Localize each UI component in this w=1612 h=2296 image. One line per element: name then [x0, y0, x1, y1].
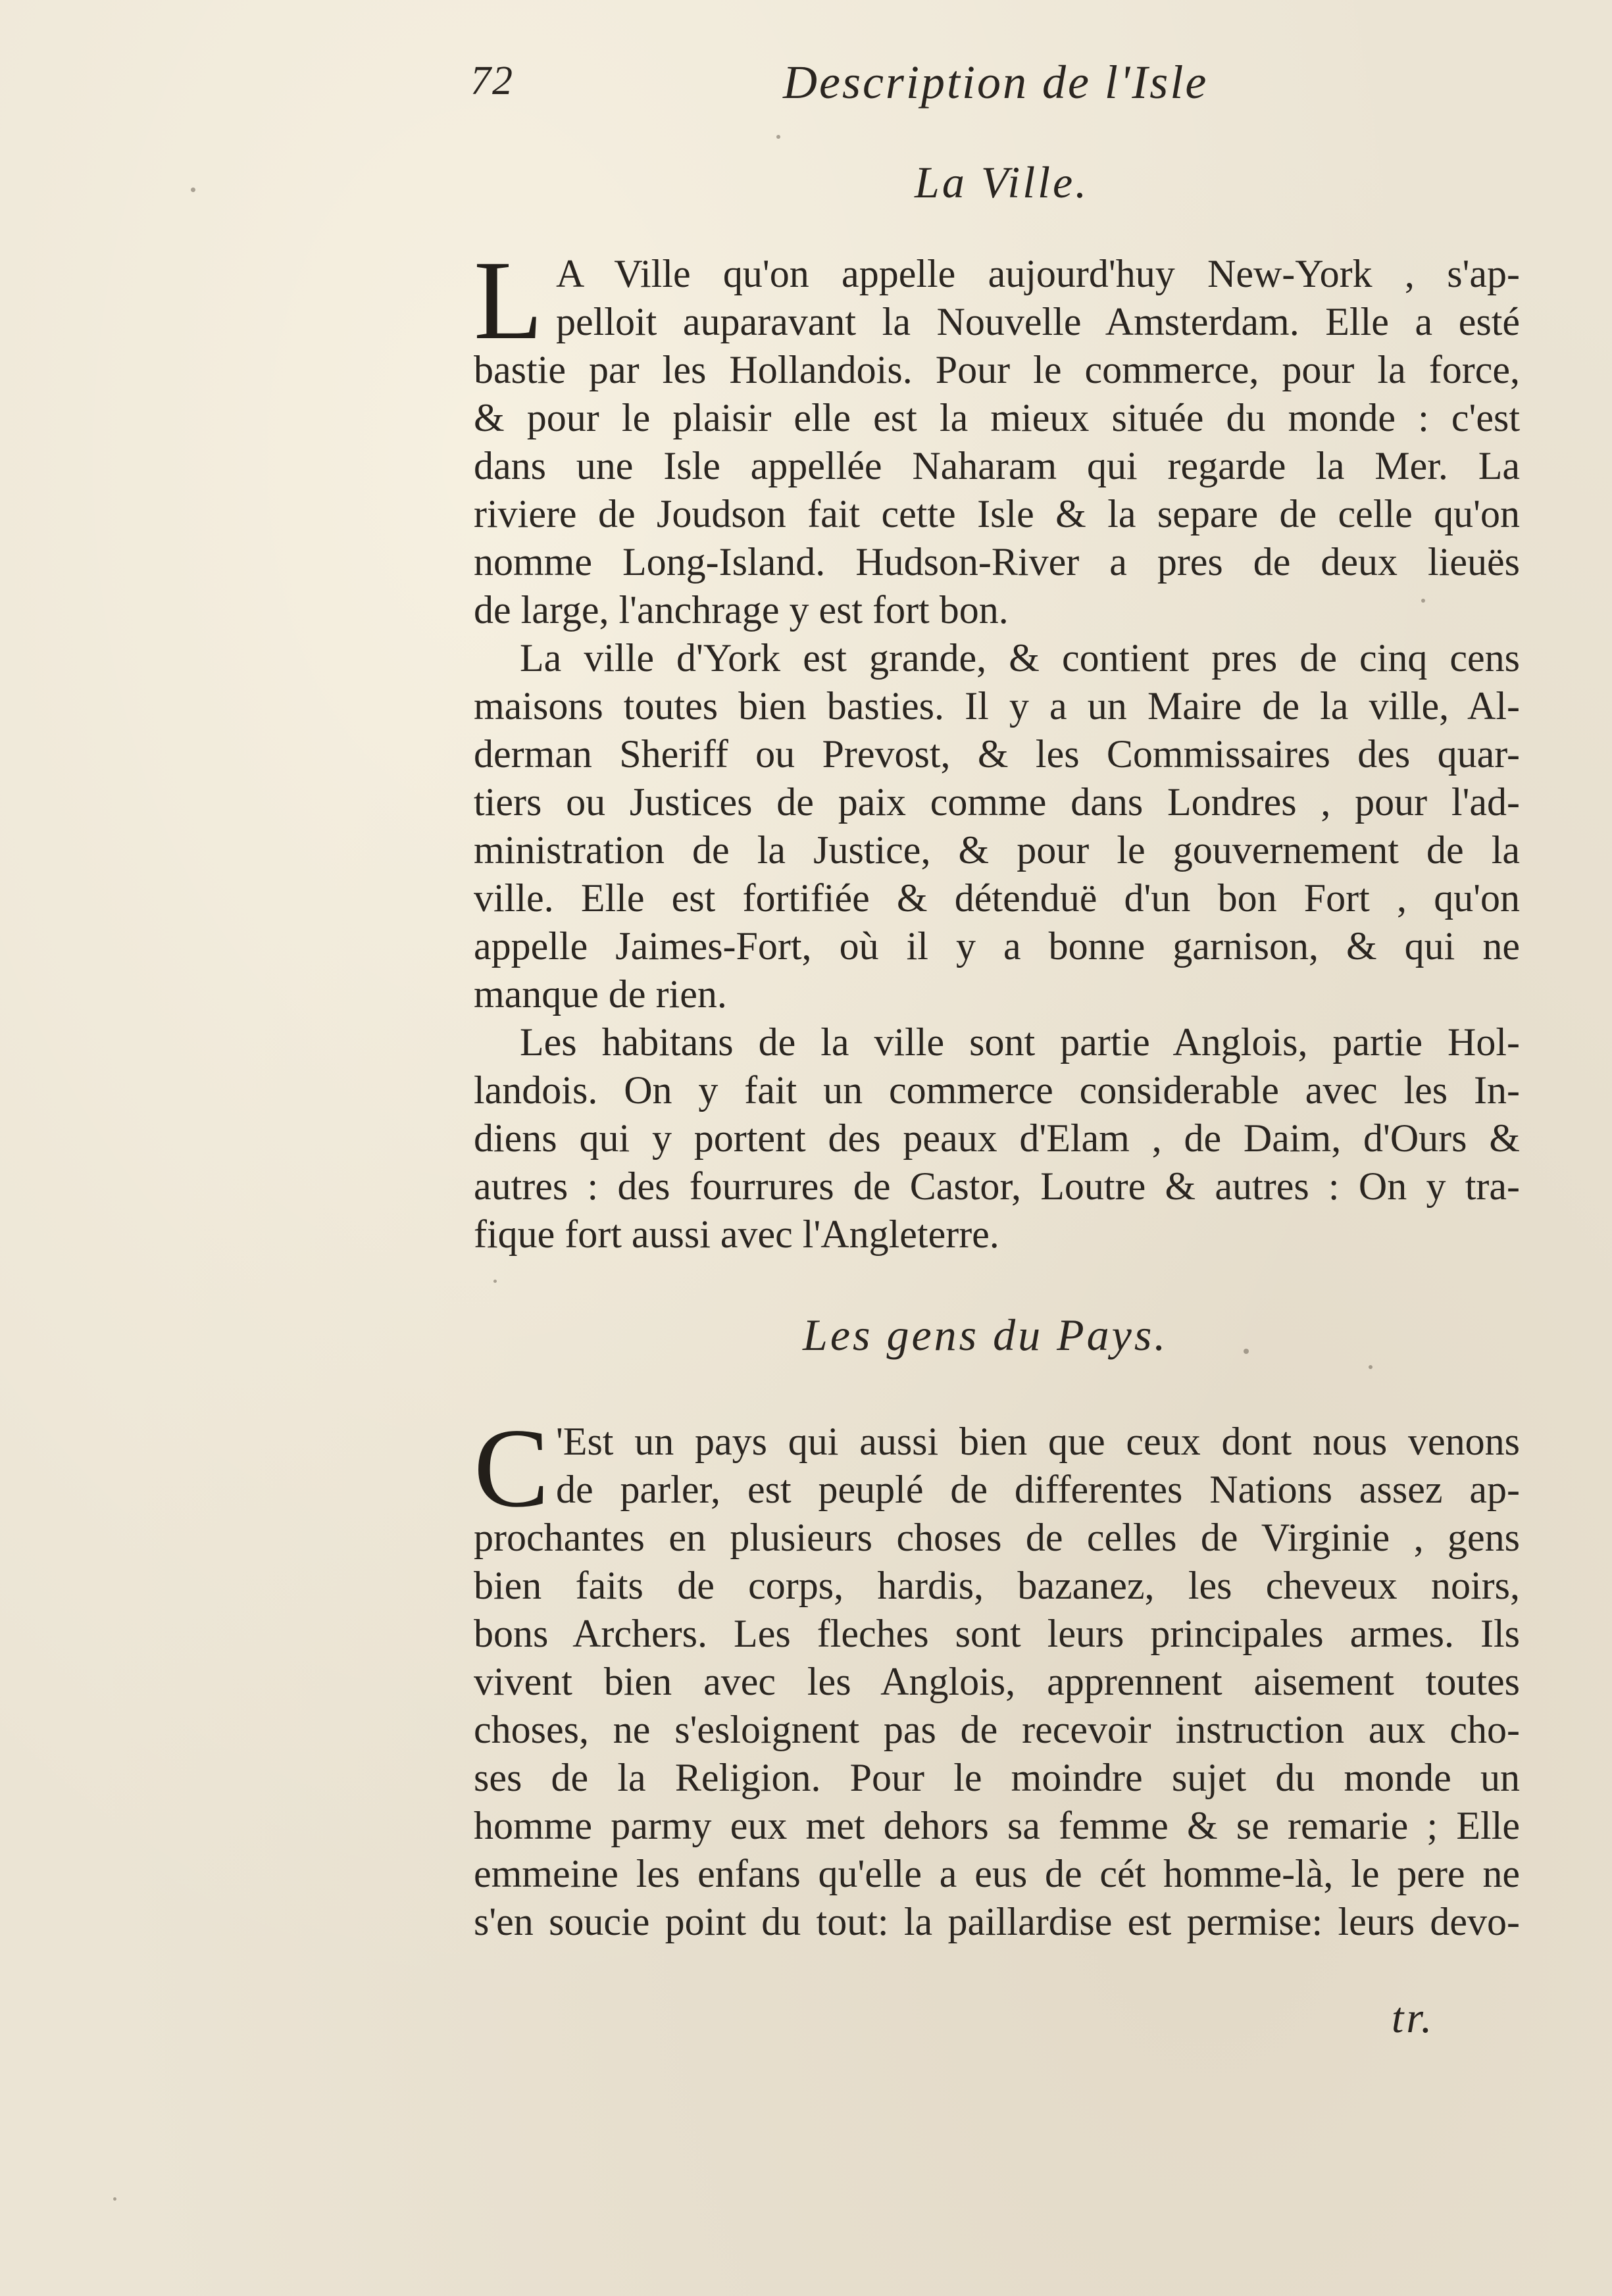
section-title-la-ville: La Ville.	[915, 157, 1090, 207]
paper-speck	[1421, 599, 1425, 603]
text-line: ses de la Religion. Pour le moindre sujet du monde un	[474, 1756, 1520, 1799]
text-line: La ville d'York est grande, & contient pres de cinq cens	[520, 636, 1520, 680]
page-number: 72	[470, 59, 514, 103]
text-line: & pour le plaisir elle est la mieux située du monde : c'est	[474, 396, 1520, 439]
paper-speck	[1244, 1349, 1249, 1354]
text-line: nomme Long-Island. Hudson-River a pres de deux lieuës	[474, 540, 1520, 584]
text-line: diens qui y portent des peaux d'Elam , de Daim, d'Ours &	[474, 1116, 1520, 1160]
text-line: bons Archers. Les fleches sont leurs principales armes. Ils	[474, 1612, 1520, 1655]
text-line: de parler, est peuplé de differentes Nations assez ap-	[556, 1468, 1520, 1511]
section-la-ville-text	[474, 238, 1520, 1259]
drop-cap-c: C	[474, 1406, 549, 1531]
running-title: Description de l'Isle	[783, 56, 1209, 109]
page-header	[470, 58, 1227, 117]
catchword: tr.	[1392, 1994, 1435, 2042]
paper-speck	[191, 187, 195, 192]
drop-cap-l: L	[474, 238, 543, 363]
text-line: ville. Elle est fortifiée & détenduë d'un bon Fort , qu'on	[474, 876, 1520, 920]
text-line: ministration de la Justice, & pour le gouvernement de la	[474, 828, 1520, 872]
paper-speck	[1369, 1365, 1373, 1369]
text-line: emmeine les enfans qu'elle a eus de cét homme-là, le pere ne	[474, 1852, 1520, 1895]
text-line: bien faits de corps, hardis, bazanez, les cheveux noirs,	[474, 1564, 1520, 1607]
text-line: manque de rien.	[474, 972, 727, 1016]
text-line: prochantes en plusieurs choses de celles de Virginie , gens	[474, 1516, 1520, 1559]
paper-speck	[776, 135, 780, 139]
text-line: landois. On y fait un commerce considerable avec les In-	[474, 1068, 1520, 1112]
text-line: homme parmy eux met dehors sa femme & se remarie ; Elle	[474, 1804, 1520, 1847]
text-line: fique fort aussi avec l'Angleterre.	[474, 1212, 999, 1256]
paper-speck	[493, 1280, 497, 1283]
paper-speck	[113, 2197, 116, 2201]
text-line: bastie par les Hollandois. Pour le commerce, pour la force,	[474, 348, 1520, 391]
text-line: A Ville qu'on appelle aujourd'huy New-York , s'ap-	[556, 252, 1520, 295]
text-line: de large, l'anchrage y est fort bon.	[474, 588, 1009, 632]
text-line: derman Sheriff ou Prevost, & les Commissaires des quar-	[474, 732, 1520, 776]
section-les-gens-text	[474, 1406, 1520, 1946]
text-line: appelle Jaimes-Fort, où il y a bonne garnison, & qui ne	[474, 924, 1520, 968]
text-line: s'en soucie point du tout: la paillardise est permise: leurs devo-	[474, 1900, 1520, 1943]
text-line: Les habitans de la ville sont partie Anglois, partie Hol-	[520, 1020, 1520, 1064]
text-line: autres : des fourrures de Castor, Loutre & autres : On y tra-	[474, 1164, 1520, 1208]
text-line: maisons toutes bien basties. Il y a un Maire de la ville, Al-	[474, 684, 1520, 728]
text-line: dans une Isle appellée Naharam qui regarde la Mer. La	[474, 444, 1520, 487]
text-line: 'Est un pays qui aussi bien que ceux dont nous venons	[556, 1420, 1520, 1463]
text-line: pelloit auparavant la Nouvelle Amsterdam. Elle a esté	[556, 300, 1520, 343]
section-title-les-gens-du-pays: Les gens du Pays.	[803, 1310, 1169, 1360]
text-line: vivent bien avec les Anglois, apprennent aisement toutes	[474, 1660, 1520, 1703]
text-line: choses, ne s'esloignent pas de recevoir instruction aux cho-	[474, 1708, 1520, 1751]
text-line: tiers ou Justices de paix comme dans Londres , pour l'ad-	[474, 780, 1520, 824]
text-line: riviere de Joudson fait cette Isle & la separe de celle qu'on	[474, 492, 1520, 536]
